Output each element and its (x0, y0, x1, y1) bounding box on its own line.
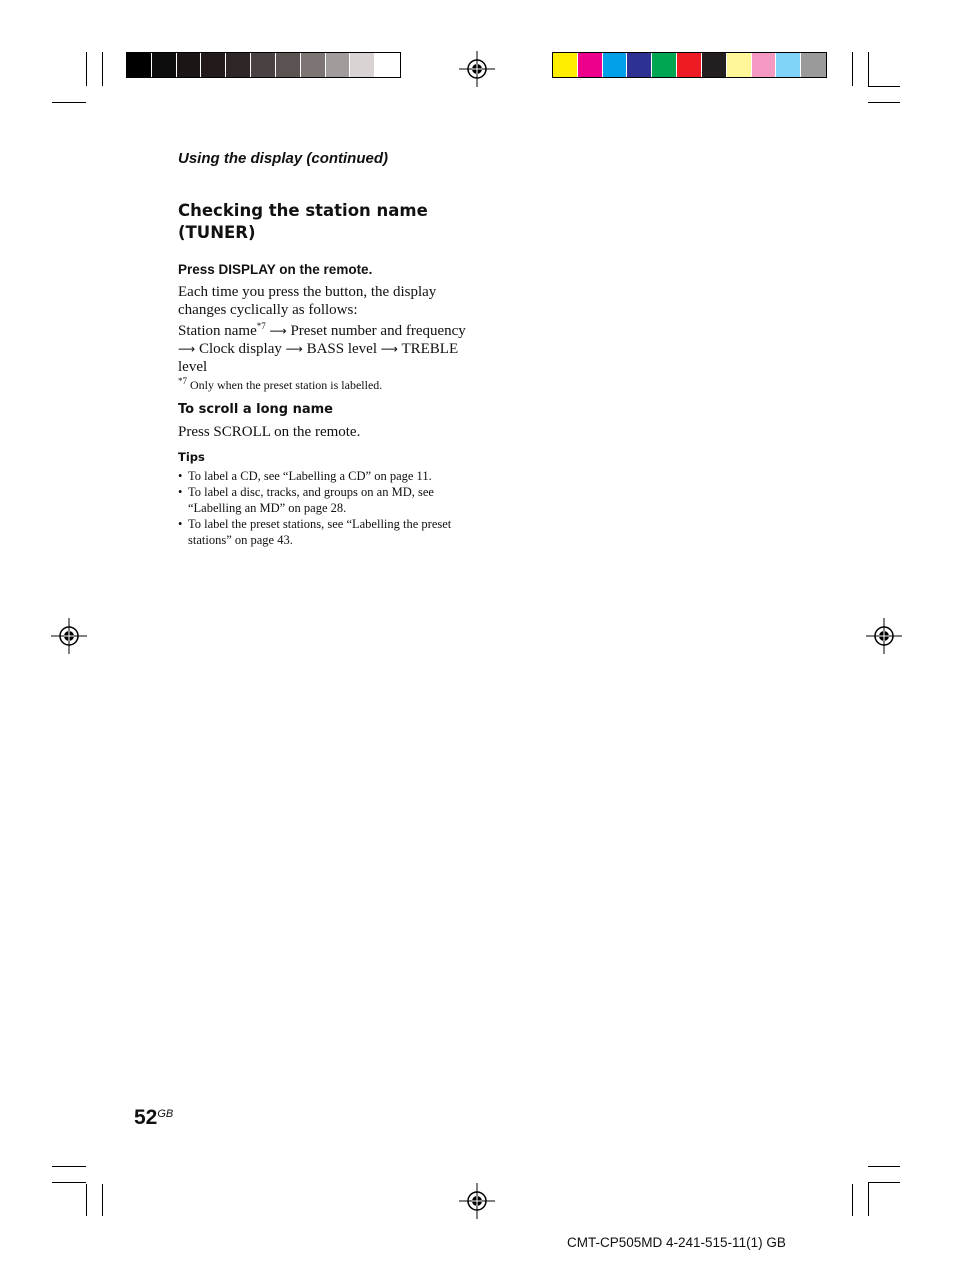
arrow-right-icon: ⟶ (380, 342, 398, 356)
bullet-icon: • (178, 469, 183, 483)
scroll-heading: To scroll a long name (178, 402, 333, 417)
tip-text: To label the preset stations, see “Labelling the preset stations” on page 43. (188, 517, 452, 547)
color-swatch (226, 53, 251, 77)
color-swatch (301, 53, 326, 77)
color-swatch (276, 53, 301, 77)
crop-mark (868, 1182, 900, 1183)
tip-text: To label a CD, see “Labelling a CD” on page 11. (188, 469, 432, 483)
arrow-right-icon: ⟶ (269, 324, 287, 338)
registration-mark-icon (459, 1183, 495, 1219)
crop-mark (852, 52, 853, 86)
section-heading: Checking the station name (TUNER) (178, 201, 428, 242)
sequence-item: Station name (178, 323, 257, 339)
color-swatch (350, 53, 375, 77)
crop-mark (868, 102, 900, 103)
crop-mark (86, 1184, 87, 1216)
bullet-icon: • (178, 485, 183, 499)
crop-mark (852, 1184, 853, 1216)
display-sequence (178, 322, 478, 376)
intro-paragraph: Each time you press the button, the display changes cyclically as follows: (178, 284, 437, 318)
model-code: CMT-CP505MD 4-241-515-11(1) GB (567, 1235, 786, 1250)
color-swatch (727, 53, 752, 77)
page-number-suffix: GB (157, 1108, 174, 1120)
crop-mark (868, 1182, 869, 1216)
color-swatch (752, 53, 777, 77)
color-swatch (127, 53, 152, 77)
list-item (178, 468, 478, 484)
color-swatch (652, 53, 677, 77)
color-calibration-bar (552, 52, 827, 78)
tips-list (178, 468, 478, 548)
sequence-item: BASS level (306, 341, 378, 357)
color-swatch (801, 53, 826, 77)
color-swatch (702, 53, 727, 77)
list-item (178, 484, 478, 516)
crop-mark (102, 52, 103, 86)
crop-mark (868, 52, 869, 86)
crop-mark (86, 52, 87, 86)
color-swatch (326, 53, 351, 77)
sequence-item: Preset number and frequency (290, 323, 466, 339)
color-swatch (201, 53, 226, 77)
footnote (178, 378, 382, 393)
footnote-marker: *7 (256, 321, 266, 331)
bullet-icon: • (178, 517, 183, 531)
color-swatch (553, 53, 578, 77)
page-number (134, 1106, 173, 1130)
color-swatch (251, 53, 276, 77)
arrow-right-icon: ⟶ (178, 342, 196, 356)
crop-mark (52, 102, 86, 103)
arrow-right-icon: ⟶ (285, 342, 303, 356)
footnote-marker: *7 (178, 376, 187, 386)
tips-heading: Tips (178, 450, 205, 464)
tip-text: To label a disc, tracks, and groups on an MD, see “Labelling an MD” on page 28. (188, 485, 434, 515)
page-number-value: 52 (134, 1106, 158, 1129)
list-item (178, 516, 478, 548)
color-swatch (578, 53, 603, 77)
scroll-text: Press SCROLL on the remote. (178, 424, 361, 440)
crop-mark (868, 86, 900, 87)
color-swatch (177, 53, 202, 77)
footnote-text: Only when the preset station is labelled. (190, 378, 383, 392)
registration-mark-icon (51, 618, 87, 654)
color-swatch (603, 53, 628, 77)
crop-mark (868, 1166, 900, 1167)
section-label: Using the display (continued) (178, 150, 389, 167)
registration-mark-icon (866, 618, 902, 654)
grayscale-calibration-bar (126, 52, 401, 78)
step-instruction: Press DISPLAY on the remote. (178, 262, 373, 277)
color-swatch (627, 53, 652, 77)
color-swatch (152, 53, 177, 77)
crop-mark (52, 1166, 86, 1167)
sequence-item: TREBLE level (178, 341, 459, 375)
registration-mark-icon (459, 51, 495, 87)
color-swatch (677, 53, 702, 77)
crop-mark (102, 1184, 103, 1216)
color-swatch (375, 53, 400, 77)
sequence-item: Clock display (198, 341, 282, 357)
color-swatch (776, 53, 801, 77)
crop-mark (52, 1182, 86, 1183)
